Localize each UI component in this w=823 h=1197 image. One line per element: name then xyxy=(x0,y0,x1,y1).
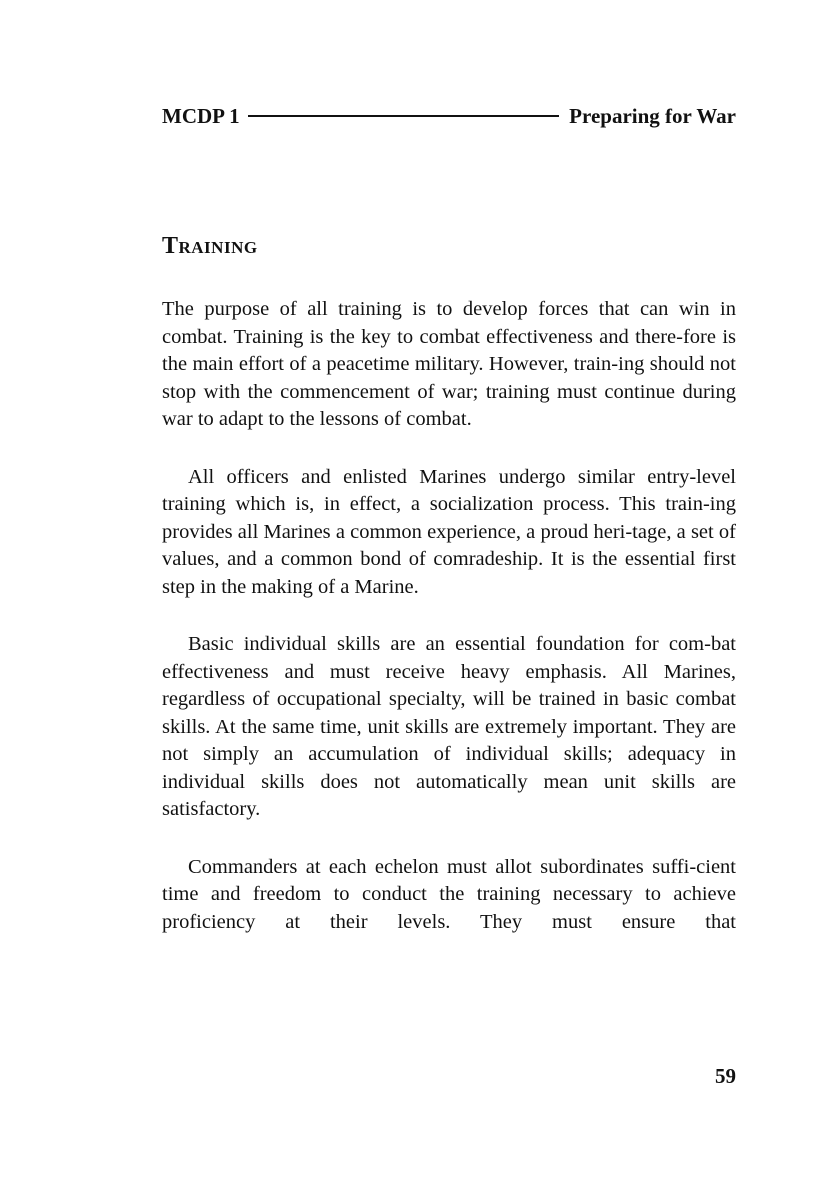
body-text xyxy=(162,296,736,966)
header-rule xyxy=(248,115,560,117)
paragraph-3: Basic individual skills are an essential foundation for com-bat effectiveness and must receive heavy emphasis. All Marines, regardless of occupational specialty, will be trained in basic combat skills. At the same time, unit skills are extremely important. They are not simply an accumulation of individual skills; adequacy in individual skills does not automatically mean unit skills are satisfactory. xyxy=(162,633,736,820)
section-title: Training xyxy=(162,233,258,259)
running-header xyxy=(162,102,736,130)
page-number: 59 xyxy=(715,1064,736,1088)
paragraph-4: Commanders at each echelon must allot subordinates suffi-cient time and freedom to conduct the training necessary to achieve proficiency at their levels. They must ensure that xyxy=(162,855,736,933)
header-publication-id: MCDP 1 xyxy=(162,104,240,128)
paragraph-1: The purpose of all training is to develop forces that can win in combat. Training is the key to combat effectiveness and there-fore is the main effort of a peacetime military. However, train-ing should not stop with the commencement of war; training must continue during war to adapt to the lessons of combat. xyxy=(162,298,736,430)
header-chapter-title: Preparing for War xyxy=(569,104,736,128)
paragraph-2: All officers and enlisted Marines undergo similar entry-level training which is, in effect, a socialization process. This train-ing provides all Marines a common experience, a proud heri-tage, a set of values, and a common bond of comradeship. It is the essential first step in the making of a Marine. xyxy=(162,465,736,598)
